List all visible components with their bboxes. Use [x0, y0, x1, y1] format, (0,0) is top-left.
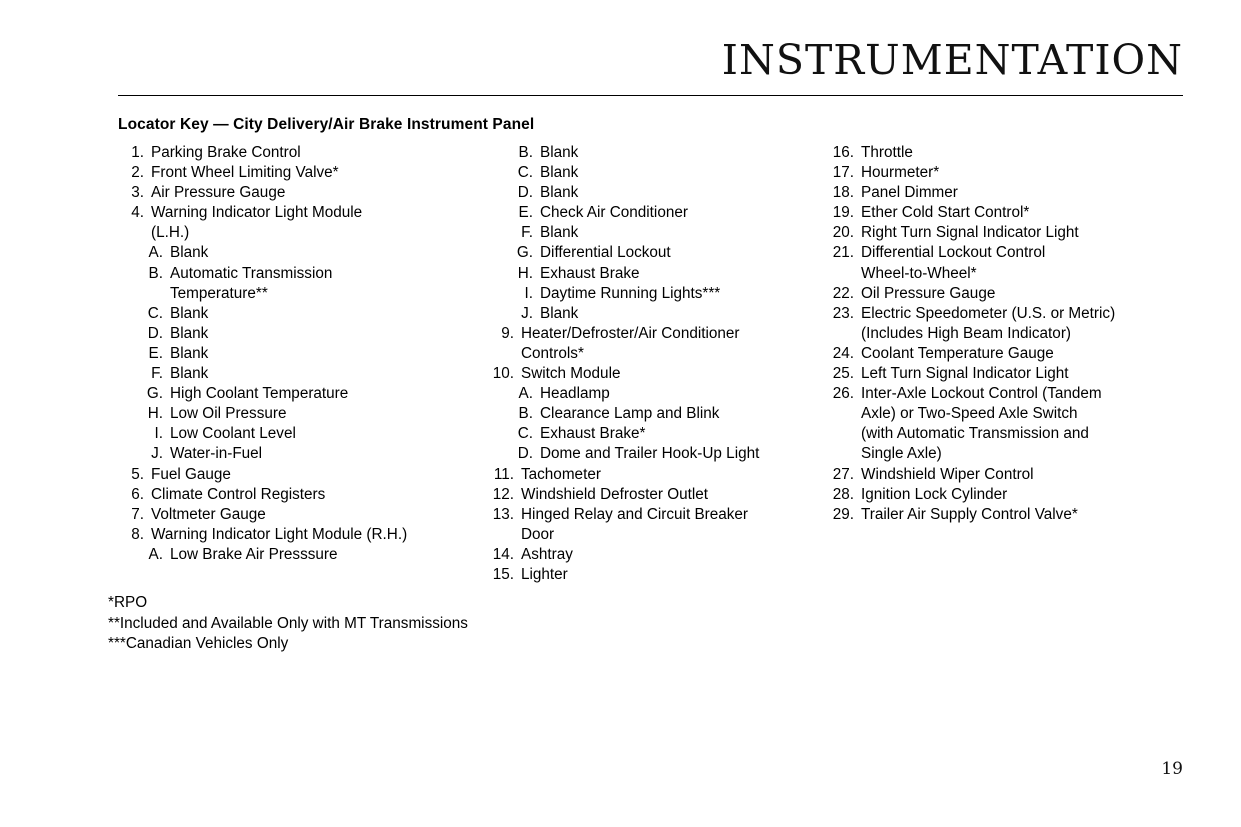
entry-marker: 16.: [832, 144, 854, 161]
locator-key-entry: [488, 444, 828, 464]
entry-label: Throttle: [861, 144, 913, 161]
entry-marker: B.: [518, 405, 533, 423]
locator-key-entry: [828, 485, 1188, 505]
entry-label: (with Automatic Transmission and: [861, 425, 1089, 443]
title-divider: [118, 95, 1183, 96]
entry-label: Right Turn Signal Indicator Light: [861, 224, 1079, 242]
entry-label: Heater/Defroster/Air Conditioner: [521, 324, 740, 342]
entry-marker: 6.: [131, 485, 144, 503]
entry-marker: 5.: [131, 465, 144, 483]
locator-key-entry: [118, 404, 488, 424]
section-heading: Locator Key — City Delivery/Air Brake Instrument Panel: [118, 116, 535, 133]
page-title: INSTRUMENTATION: [721, 36, 1183, 84]
entry-label: Windshield Wiper Control: [861, 465, 1034, 483]
entry-marker: J.: [151, 445, 163, 463]
entry-marker: C.: [517, 164, 533, 182]
locator-key-entry: [118, 284, 488, 304]
entry-marker: B.: [148, 264, 163, 282]
entry-label: Exhaust Brake*: [540, 425, 646, 443]
locator-key-column-1: [118, 143, 488, 565]
entry-label: Tachometer: [521, 465, 601, 483]
entry-label: Inter-Axle Lockout Control (Tandem: [861, 385, 1102, 403]
locator-key-entry: [118, 444, 488, 464]
entry-label: Climate Control Registers: [151, 485, 326, 503]
locator-key-entry: [828, 243, 1188, 263]
entry-marker: 12.: [492, 485, 514, 503]
locator-key-entry: [828, 183, 1188, 203]
entry-marker: A.: [148, 244, 163, 262]
locator-key-entry: [828, 404, 1188, 424]
entry-label: Axle) or Two-Speed Axle Switch: [861, 405, 1078, 423]
locator-key-entry: [488, 545, 828, 565]
locator-key-entry: [828, 223, 1188, 243]
page-number: 19: [1161, 759, 1183, 779]
entry-label: Blank: [170, 344, 209, 362]
locator-key-entry: [828, 505, 1188, 525]
entry-label: Exhaust Brake: [540, 264, 640, 282]
locator-key-entry: [828, 324, 1188, 344]
entry-label: Trailer Air Supply Control Valve*: [861, 505, 1078, 523]
locator-key-entry: [118, 465, 488, 485]
entry-label: Blank: [540, 164, 579, 182]
entry-marker: 10.: [492, 365, 514, 383]
locator-key-entry: [118, 384, 488, 404]
locator-key-entry: [828, 364, 1188, 384]
entry-label: Differential Lockout: [540, 244, 671, 262]
entry-marker: 4.: [131, 204, 144, 222]
locator-key-entry: [118, 203, 488, 223]
locator-key-entry: [828, 163, 1188, 183]
entry-marker: 7.: [131, 505, 144, 523]
entry-marker: 18.: [832, 184, 854, 202]
entry-label: Controls*: [521, 344, 584, 362]
locator-key-entry: [118, 364, 488, 384]
entry-label: Wheel-to-Wheel*: [861, 264, 977, 282]
entry-label: Ether Cold Start Control*: [861, 204, 1030, 222]
entry-label: Left Turn Signal Indicator Light: [861, 365, 1069, 383]
entry-marker: 28.: [832, 485, 854, 503]
locator-key-entry: [828, 143, 1188, 163]
entry-marker: G.: [146, 385, 163, 403]
entry-label: Lighter: [521, 565, 568, 583]
locator-key-entry: [118, 525, 488, 545]
locator-key-entry: [488, 424, 828, 444]
entry-label: Blank: [170, 324, 209, 342]
entry-marker: 15.: [492, 565, 514, 583]
entry-label: Windshield Defroster Outlet: [521, 485, 709, 503]
locator-key-entry: [488, 304, 828, 324]
locator-key-entry: [828, 203, 1188, 223]
entry-marker: 1.: [131, 144, 144, 161]
entry-marker: D.: [147, 324, 163, 342]
entry-marker: 3.: [131, 184, 144, 202]
locator-key-entry: [118, 264, 488, 284]
entry-marker: A.: [518, 385, 533, 403]
entry-label: Front Wheel Limiting Valve*: [151, 164, 339, 182]
entry-marker: 11.: [493, 465, 514, 483]
entry-marker: D.: [517, 184, 533, 202]
locator-key-entry: [828, 264, 1188, 284]
entry-marker: 20.: [832, 224, 854, 242]
locator-key-entry: [488, 163, 828, 183]
entry-label: Blank: [540, 224, 579, 242]
entry-label: Low Coolant Level: [170, 425, 296, 443]
entry-label: Ignition Lock Cylinder: [861, 485, 1008, 503]
entry-marker: C.: [517, 425, 533, 443]
entry-label: Single Axle): [861, 445, 942, 463]
entry-marker: 21.: [832, 244, 854, 262]
locator-key-entry: [488, 525, 828, 545]
entry-marker: 26.: [832, 385, 854, 403]
entry-label: Temperature**: [170, 284, 268, 302]
locator-key-entry: [488, 364, 828, 384]
locator-key-column-2: [488, 143, 828, 585]
entry-label: Switch Module: [521, 365, 621, 383]
entry-label: Daytime Running Lights***: [540, 284, 721, 302]
locator-key-entry: [118, 163, 488, 183]
locator-key-entry: [828, 444, 1188, 464]
locator-key-entry: [118, 304, 488, 324]
entry-label: Hourmeter*: [861, 164, 940, 182]
locator-key-entry: [118, 183, 488, 203]
locator-key-entry: [118, 223, 488, 243]
locator-key-entry: [828, 304, 1188, 324]
entry-marker: F.: [521, 224, 533, 242]
entry-marker: J.: [521, 304, 533, 322]
locator-key-entry: [488, 223, 828, 243]
entry-label: Oil Pressure Gauge: [861, 284, 996, 302]
entry-marker: G.: [516, 244, 533, 262]
locator-key-entry: [488, 384, 828, 404]
locator-key-entry: [828, 424, 1188, 444]
locator-key-entry: [488, 264, 828, 284]
entry-marker: H.: [517, 264, 533, 282]
entry-marker: 27.: [832, 465, 854, 483]
locator-key-entry: [488, 183, 828, 203]
entry-label: Dome and Trailer Hook-Up Light: [540, 445, 760, 463]
locator-key-entry: [828, 344, 1188, 364]
entry-marker: E.: [148, 344, 163, 362]
entry-label: Differential Lockout Control: [861, 244, 1046, 262]
entry-label: High Coolant Temperature: [170, 385, 349, 403]
entry-label: (L.H.): [151, 224, 190, 242]
locator-key-entry: [118, 505, 488, 525]
locator-key-entry: [118, 545, 488, 565]
locator-key-entry: [828, 384, 1188, 404]
entry-marker: 9.: [501, 324, 514, 342]
entry-marker: H.: [147, 405, 163, 423]
entry-marker: 22.: [832, 284, 854, 302]
entry-marker: 17.: [832, 164, 854, 182]
locator-key-entry: [488, 284, 828, 304]
locator-key-entry: [828, 284, 1188, 304]
locator-key-entry: [488, 485, 828, 505]
entry-label: Low Brake Air Presssure: [170, 545, 338, 563]
entry-label: Warning Indicator Light Module: [151, 204, 363, 222]
footnotes: [108, 593, 468, 655]
locator-key-entry: [488, 203, 828, 223]
entry-marker: E.: [518, 204, 533, 222]
entry-label: Blank: [540, 304, 579, 322]
locator-key-column-3: [828, 143, 1188, 525]
entry-label: Blank: [540, 184, 579, 202]
entry-marker: D.: [517, 445, 533, 463]
entry-label: Check Air Conditioner: [540, 204, 688, 222]
entry-label: Coolant Temperature Gauge: [861, 344, 1054, 362]
entry-label: Warning Indicator Light Module (R.H.): [151, 525, 408, 543]
entry-marker: 2.: [131, 164, 144, 182]
locator-key-entry: [118, 344, 488, 364]
entry-label: Ashtray: [521, 545, 573, 563]
entry-marker: A.: [148, 545, 163, 563]
entry-marker: 25.: [832, 365, 854, 383]
entry-label: Blank: [170, 365, 209, 383]
entry-marker: 19.: [832, 204, 854, 222]
locator-key-entry: [118, 243, 488, 263]
entry-label: Clearance Lamp and Blink: [540, 405, 720, 423]
entry-label: Door: [521, 525, 555, 543]
locator-key-entry: [828, 465, 1188, 485]
entry-label: Blank: [170, 244, 209, 262]
locator-key-entry: [488, 143, 828, 163]
locator-key-entry: [118, 485, 488, 505]
locator-key-entry: [488, 344, 828, 364]
locator-key-entry: [118, 324, 488, 344]
locator-key-entry: [118, 143, 488, 163]
locator-key-entry: [488, 565, 828, 585]
entry-marker: 29.: [832, 505, 854, 523]
entry-label: Voltmeter Gauge: [151, 505, 266, 523]
entry-label: Parking Brake Control: [151, 144, 301, 161]
locator-key-entry: [488, 404, 828, 424]
locator-key-entry: [118, 424, 488, 444]
entry-label: Air Pressure Gauge: [151, 184, 286, 202]
entry-marker: 13.: [492, 505, 514, 523]
entry-marker: B.: [518, 144, 533, 161]
entry-marker: F.: [151, 365, 163, 383]
footnote: ***Canadian Vehicles Only: [108, 635, 289, 652]
entry-label: (Includes High Beam Indicator): [861, 324, 1072, 342]
entry-label: Headlamp: [540, 385, 610, 403]
entry-marker: I.: [524, 284, 533, 302]
entry-label: Electric Speedometer (U.S. or Metric): [861, 304, 1116, 322]
locator-key-columns: [118, 143, 1188, 585]
footnote: **Included and Available Only with MT Transmissions: [108, 614, 468, 632]
locator-key-entry: [488, 505, 828, 525]
locator-key-entry: [488, 465, 828, 485]
entry-label: Hinged Relay and Circuit Breaker: [521, 505, 749, 523]
entry-marker: 8.: [131, 525, 144, 543]
entry-marker: 24.: [832, 344, 854, 362]
entry-marker: 14.: [492, 545, 514, 563]
locator-key-entry: [488, 324, 828, 344]
entry-label: Low Oil Pressure: [170, 405, 287, 423]
entry-label: Blank: [540, 144, 579, 161]
entry-label: Blank: [170, 304, 209, 322]
entry-label: Automatic Transmission: [170, 264, 333, 282]
entry-marker: 23.: [832, 304, 854, 322]
locator-key-entry: [488, 243, 828, 263]
entry-label: Water-in-Fuel: [170, 445, 263, 463]
footnote: *RPO: [108, 594, 148, 611]
entry-label: Fuel Gauge: [151, 465, 231, 483]
entry-label: Panel Dimmer: [861, 184, 958, 202]
entry-marker: C.: [147, 304, 163, 322]
entry-marker: I.: [154, 425, 163, 443]
